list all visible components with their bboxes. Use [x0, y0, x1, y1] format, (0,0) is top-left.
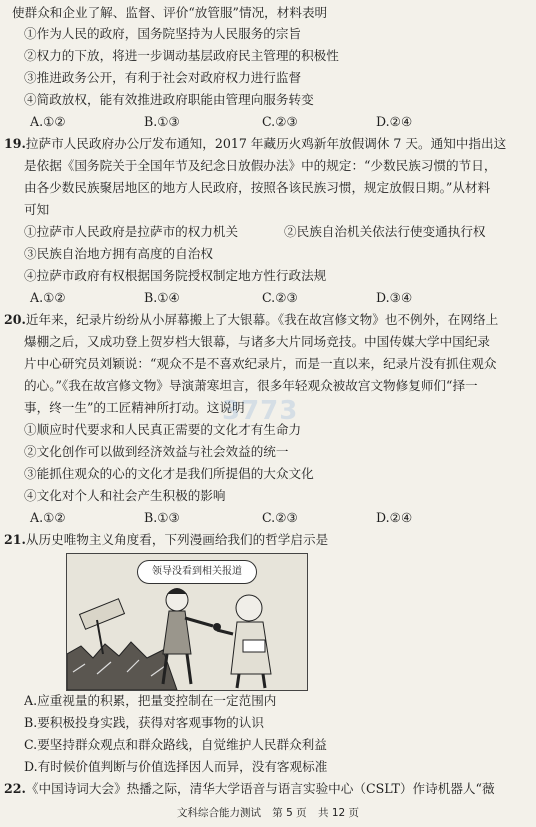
q18-option-c[interactable]: C.②③ [262, 114, 298, 129]
q18-item-2: ②权力的下放，将进一步调动基层政府民主管理的积极性 [24, 48, 339, 63]
q20-number: 20. [4, 312, 26, 327]
q18-intro: 使群众和企业了解、监督、评价“放管服”情况，材料表明 [12, 5, 328, 20]
q19-line-3: 由各少数民族聚居地区的地方人民政府，按照各该民族习惯，规定放假日期。”从材料 [24, 180, 491, 195]
q21-number: 21. [4, 532, 26, 547]
cartoon-speech-bubble: 领导没看到相关报道 [137, 560, 257, 584]
q21-cartoon [66, 553, 308, 691]
q19-option-b[interactable]: B.①④ [144, 290, 180, 305]
q19-line-1: 19.拉萨市人民政府办公厅发布通知，2017 年藏历火鸡新年放假调休 7 天。通知中指出这 [4, 136, 507, 151]
q18-item-4: ④简政放权，能有效推进政府职能由管理向服务转变 [24, 92, 314, 107]
q20-line-1: 20.近年来，纪录片纷纷从小屏幕搬上了大银幕。《我在故宫修文物》也不例外，在网络上 [4, 312, 499, 327]
q20-item-1: ①顺应时代要求和人民真正需要的文化才有生命力 [24, 422, 302, 437]
q19-line-4: 可知 [24, 202, 50, 217]
q20-item-2: ②文化创作可以做到经济效益与社会效益的统一 [24, 444, 289, 459]
q20-option-c[interactable]: C.②③ [262, 510, 298, 525]
q18-item-1: ①作为人民的政府，国务院坚持为人民服务的宗旨 [24, 26, 302, 41]
q20-option-a[interactable]: A.①② [30, 510, 66, 525]
q22-number: 22. [4, 781, 26, 796]
q20-line-5: 事，终一生”的工匠精神所打动。这说明 [24, 400, 245, 415]
q22-stem-line: 22.《中国诗词大会》热播之际，清华大学语音与语言实验中心（CSLT）作诗机器人“薇 [4, 781, 495, 796]
q18-options [24, 113, 528, 131]
q19-item-1: ①拉萨市人民政府是拉萨市的权力机关 [24, 224, 239, 239]
q19-option-a[interactable]: A.①② [30, 290, 66, 305]
footer-subject: 文科综合能力测试 [176, 807, 261, 819]
page-footer [0, 805, 536, 820]
footer-page: 第 5 页 [272, 807, 307, 819]
q20-line-4: 的心。”《我在故宫修文物》导演萧寒坦言，很多年轻观众被故宫文物修复师们“择一 [24, 378, 478, 393]
q21-stem-line: 21.从历史唯物主义角度看，下列漫画给我们的哲学启示是 [4, 532, 329, 547]
q19-item-3: ③民族自治地方拥有高度的自治权 [24, 246, 213, 261]
q18-option-d[interactable]: D.②④ [376, 114, 413, 129]
q21-choice-a[interactable]: A.应重视量的积累，把量变控制在一定范围内 [24, 693, 277, 708]
footer-total: 共 12 页 [318, 807, 360, 819]
q18-item-3: ③推进政务公开，有利于社会对政府权力进行监督 [24, 70, 302, 85]
q20-item-4: ④文化对个人和社会产生积极的影响 [24, 488, 226, 503]
q19-option-d[interactable]: D.③④ [376, 290, 413, 305]
q19-line-2: 是依据《国务院关于全国年节及纪念日放假办法》中的规定：“少数民族习惯的节日， [24, 158, 497, 173]
q20-options [24, 509, 528, 527]
watermark-logo: 3773 [222, 396, 299, 426]
q20-option-b[interactable]: B.①③ [144, 510, 180, 525]
q18-option-b[interactable]: B.①③ [144, 114, 180, 129]
q19-option-c[interactable]: C.②③ [262, 290, 298, 305]
q19-number: 19. [4, 136, 26, 151]
q20-item-3: ③能抓住观众的心的文化才是我们所提倡的大众文化 [24, 466, 314, 481]
q19-item-4: ④拉萨市政府有权根据国务院授权制定地方性行政法规 [24, 268, 327, 283]
q21-choice-d[interactable]: D.有时候价值判断与价值选择因人而异，没有客观标准 [24, 759, 328, 774]
cartoon-illustration [67, 554, 307, 690]
q19-item-2: ②民族自治机关依法行使变通执行权 [284, 224, 486, 239]
q18-option-a[interactable]: A.①② [30, 114, 66, 129]
q21-choice-c[interactable]: C.要坚持群众观点和群众路线，自觉维护人民群众利益 [24, 737, 327, 752]
q20-line-3: 片中心研究员刘颖说：“观众不是不喜欢纪录片，而是一直以来，纪录片没有抓住观众 [24, 356, 497, 371]
q20-line-2: 爆棚之后，又成功登上贺岁档大银幕，与诸多大片同场竞技。中国传媒大学中国纪录 [24, 334, 490, 349]
q20-option-d[interactable]: D.②④ [376, 510, 413, 525]
q21-choice-b[interactable]: B.要积极投身实践，获得对客观事物的认识 [24, 715, 264, 730]
q19-options [24, 289, 528, 307]
